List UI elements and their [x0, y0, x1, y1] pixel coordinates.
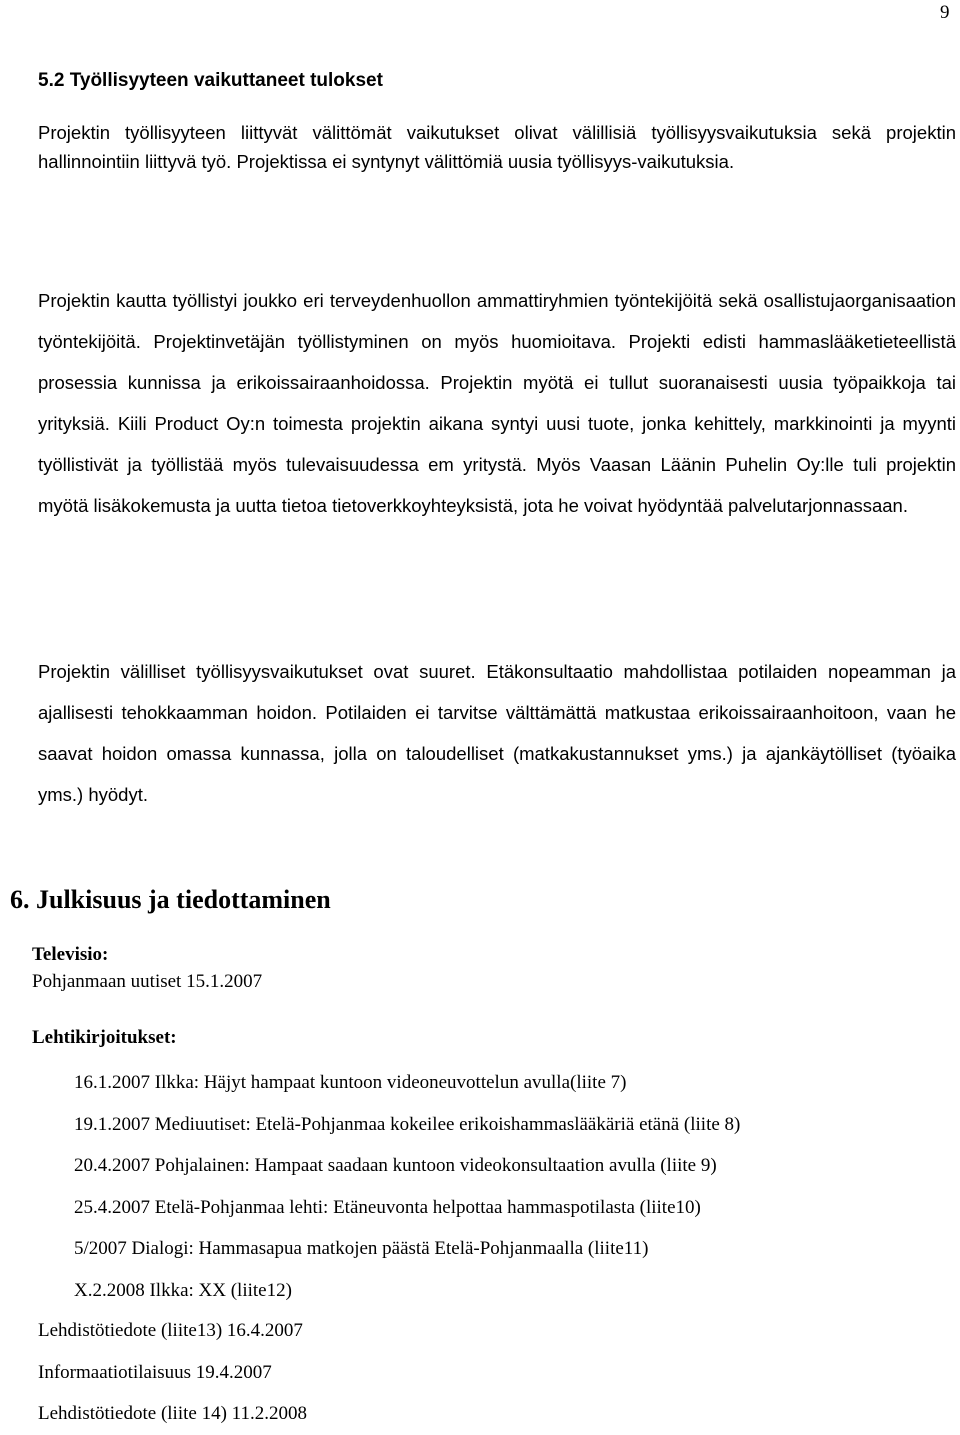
press-heading: Lehtikirjoitukset: [32, 1027, 177, 1048]
other-communications-list [38, 1310, 307, 1435]
other-item: Lehdistötiedote (liite 14) 11.2.2008 [38, 1403, 307, 1424]
press-item: 25.4.2007 Etelä-Pohjanmaa lehti: Etäneuvonta helpottaa hammaspotilasta (liite10) [74, 1196, 701, 1218]
press-item: X.2.2008 Ilkka: XX (liite12) [74, 1279, 292, 1301]
press-item: 20.4.2007 Pohjalainen: Hampaat saadaan kuntoon videokonsultaation avulla (liite 9) [74, 1155, 717, 1176]
other-item: Informaatiotilaisuus 19.4.2007 [38, 1361, 272, 1383]
paragraph-employment: Projektin kautta työllistyi joukko eri terveydenhuollon ammattiryhmien työntekijöitä sekä osallistujaorganisaation työntekijöitä. Projektinvetäjän työllistyminen on myös huomioitava. Projekti edisti hammaslääketieteellistä prosessia kunnissa ja erikoissairaanhoidossa. Projektin myötä ei tullut suoranaisesti uusia työpaikkoja tai yrityksiä. Kiili Product Oy:n toimesta projektin aikana syntyi uusi tuote, jonka kehittely, markkinointi ja myynti työllistivät ja työllistää myös tulevaisuudessa em yritystä. Myös Vaasan Läänin Puhelin Oy:lle tuli projektin myötä lisäkokemusta ja uutta tietoa tietoverkkoyhteyksistä, jota he voivat hyödyntää palvelutarjonnassaan. [38, 290, 956, 516]
television-item: Pohjanmaan uutiset 15.1.2007 [32, 971, 263, 992]
page-number: 9 [940, 2, 950, 23]
television-heading: Televisio: [32, 944, 109, 965]
section-heading: 5.2 Työllisyyteen vaikuttaneet tulokset [38, 70, 383, 91]
chapter-heading: 6. Julkisuus ja tiedottaminen [10, 885, 331, 914]
paragraph-indirect-effects: Projektin välilliset työllisyysvaikutukset ovat suuret. Etäkonsultaatio mahdollistaa potilaiden nopeamman ja ajallisesti tehokkaamman hoidon. Potilaiden ei tarvitse välttämättä matkustaa erikoissairaanhoitoon, vaan he saavat hoidon omassa kunnassa, jolla on taloudelliset (matkakustannukset yms.) ja ajankäytölliset (työaika yms.) hyödyt. [38, 661, 956, 805]
other-item: Lehdistötiedote (liite13) 16.4.2007 [38, 1320, 303, 1341]
press-item: 5/2007 Dialogi: Hammasapua matkojen päästä Etelä-Pohjanmaalla (liite11) [74, 1238, 649, 1259]
press-item: 16.1.2007 Ilkka: Häjyt hampaat kuntoon videoneuvottelun avulla(liite 7) [74, 1072, 627, 1093]
press-list [74, 1062, 740, 1311]
paragraph-direct-effects: Projektin työllisyyteen liittyvät välittömät vaikutukset olivat välillisiä työllisyysvaikutuksia sekä projektin hallinnointiin liittyvä työ. Projektissa ei syntynyt välittömiä uusia työllisyys-vaikutuksia. [38, 122, 956, 172]
press-item: 19.1.2007 Mediuutiset: Etelä-Pohjanmaa kokeilee erikoishammaslääkäriä etänä (liite 8) [74, 1113, 741, 1135]
